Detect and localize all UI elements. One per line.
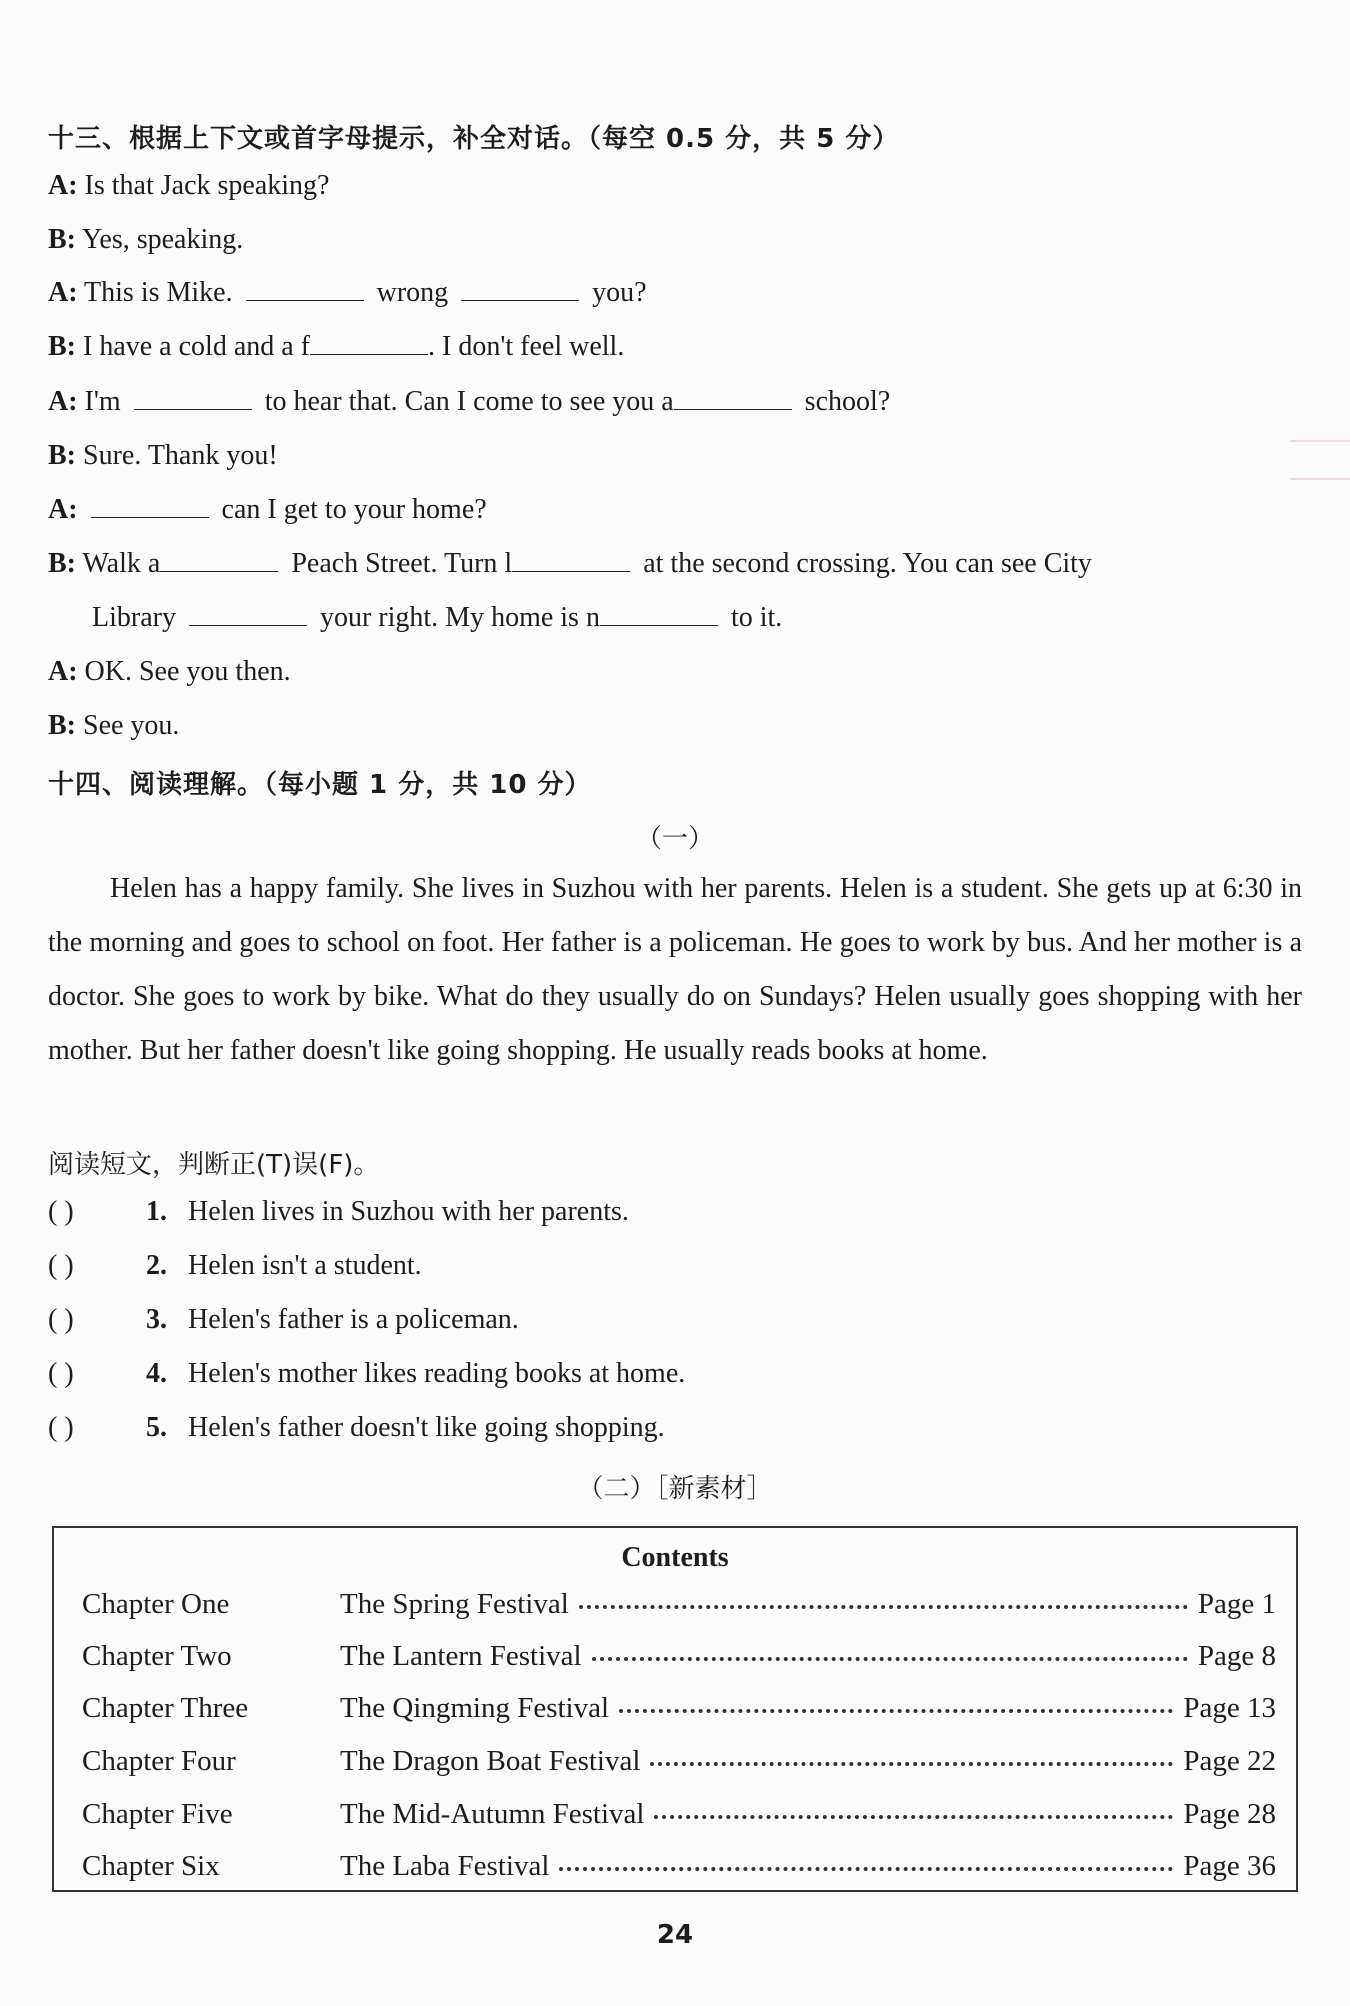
question-3: ( ) 3. Helen's father is a policeman.: [48, 1304, 519, 1335]
section-13-heading: 十三、根据上下文或首字母提示，补全对话。（每空 0.5 分，共 5 分）: [48, 124, 900, 154]
answer-paren[interactable]: ( ): [48, 1304, 74, 1335]
answer-blank[interactable]: [512, 550, 630, 572]
answer-blank[interactable]: [310, 333, 428, 355]
leader-dots: [619, 1709, 1173, 1713]
answer-paren[interactable]: ( ): [48, 1412, 74, 1443]
answer-blank[interactable]: [600, 604, 718, 626]
dialogue-line-7: A: can I get to your home?: [48, 494, 487, 525]
question-5: ( ) 5. Helen's father doesn't like going shopping.: [48, 1412, 665, 1443]
leader-dots: [654, 1815, 1173, 1819]
leader-dots: [650, 1762, 1173, 1766]
margin-mark: [1290, 478, 1350, 480]
contents-row: Chapter Six The Laba Festival Page 36: [82, 1849, 1276, 1882]
leader-dots: [559, 1867, 1173, 1871]
dialogue-line-9: Library your right. My home is n to it.: [92, 602, 783, 633]
answer-blank[interactable]: [134, 388, 252, 410]
dialogue-line-6: B: Sure. Thank you!: [48, 440, 278, 471]
reading-passage: Helen has a happy family. She lives in Suzhou with her parents. Helen is a student. She gets up at 6:30 in the morning and goes to school on foot. Her father is a policeman. He goes to work by bus. And her mother is a doctor. She goes to work by bike. What do they usually do on Sundays? Helen usually goes shopping with her mother. But her father doesn't like going shopping. He usually reads books at home.: [48, 873, 1302, 1066]
contents-row: Chapter Two The Lantern Festival Page 8: [82, 1639, 1276, 1672]
section-14-heading: 十四、阅读理解。（每小题 1 分，共 10 分）: [48, 770, 592, 800]
dialogue-line-1: A: Is that Jack speaking?: [48, 170, 330, 201]
contents-row: Chapter Five The Mid-Autumn Festival Page 28: [82, 1797, 1276, 1830]
leader-dots: [592, 1657, 1188, 1661]
question-2: ( ) 2. Helen isn't a student.: [48, 1250, 422, 1281]
contents-row: Chapter Four The Dragon Boat Festival Page 22: [82, 1744, 1276, 1777]
answer-blank[interactable]: [91, 496, 209, 518]
answer-blank[interactable]: [160, 550, 278, 572]
answer-paren[interactable]: ( ): [48, 1196, 74, 1227]
contents-title: Contents: [621, 1542, 729, 1573]
part-2-label: （二）［新素材］: [577, 1474, 773, 1504]
dialogue-line-2: B: Yes, speaking.: [48, 224, 244, 255]
dialogue-line-3: A: This is Mike. wrong you?: [48, 277, 647, 308]
contents-row: Chapter One The Spring Festival Page 1: [82, 1587, 1276, 1620]
dialogue-line-4: B: I have a cold and a f . I don't feel well.: [48, 331, 625, 362]
dialogue-line-10: A: OK. See you then.: [48, 656, 291, 687]
answer-paren[interactable]: ( ): [48, 1358, 74, 1389]
dialogue-line-5: A: I'm to hear that. Can I come to see you a school?: [48, 386, 891, 417]
answer-blank[interactable]: [674, 388, 792, 410]
question-1: ( ) 1. Helen lives in Suzhou with her parents.: [48, 1196, 629, 1227]
part-1-label: （一）: [635, 824, 714, 854]
instruction: 阅读短文，判断正(T)误(F)。: [48, 1150, 380, 1180]
answer-blank[interactable]: [189, 604, 307, 626]
contents-row: Chapter Three The Qingming Festival Page 13: [82, 1691, 1276, 1724]
answer-paren[interactable]: ( ): [48, 1250, 74, 1281]
dialogue-line-8: B: Walk a Peach Street. Turn l at the second crossing. You can see City: [48, 548, 1092, 579]
page-number: 24: [656, 1920, 694, 1950]
answer-blank[interactable]: [461, 279, 579, 301]
leader-dots: [579, 1605, 1188, 1609]
contents-box: [52, 1526, 1298, 1892]
dialogue-line-11: B: See you.: [48, 710, 180, 741]
question-4: ( ) 4. Helen's mother likes reading books at home.: [48, 1358, 686, 1389]
answer-blank[interactable]: [246, 279, 364, 301]
